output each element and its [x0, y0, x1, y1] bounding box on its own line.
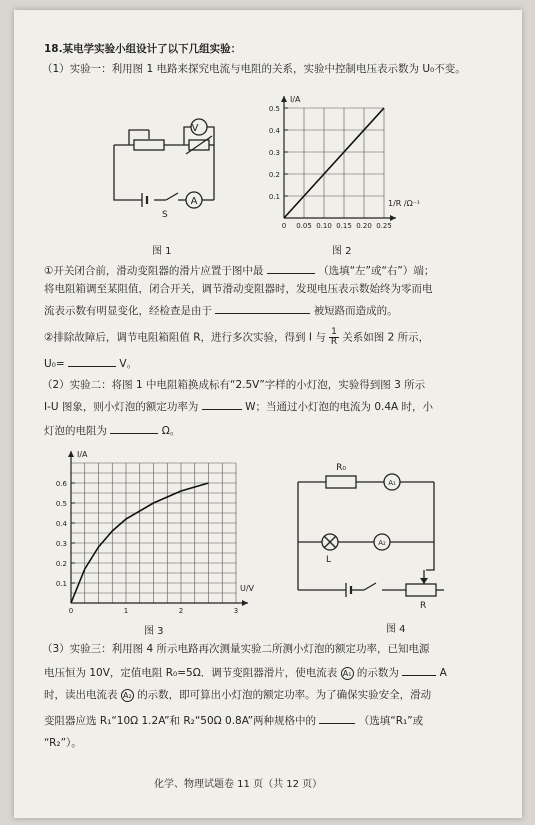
- answer-blank-short-circuit[interactable]: [215, 302, 310, 314]
- circuit-figure-4: [286, 450, 456, 615]
- y-axis-arrow: [281, 96, 287, 102]
- part3-text-d2: （选填“R₁”或: [358, 715, 424, 727]
- switch-label: S: [162, 210, 168, 220]
- exam-page: [14, 10, 522, 818]
- y-tick-label: 0.4: [268, 127, 280, 135]
- part2-line2: [44, 398, 433, 414]
- x-tick-label: 2: [178, 607, 184, 615]
- ammeter-a2-symbol: A₂: [121, 689, 134, 702]
- chart-figure-2: [254, 88, 444, 238]
- q1-text-b: （选填“左”或“右”）端；: [318, 265, 435, 277]
- x-tick-label: 0.20: [356, 222, 372, 230]
- x-axis-label: U/V: [240, 584, 255, 593]
- r0-label: R₀: [336, 463, 346, 473]
- q2-text-a: ②排除故障后，调节电阻箱阻值 R，进行多次实验，得到 I 与: [44, 331, 326, 344]
- x-tick-label: 0: [281, 222, 287, 230]
- a2-label: A₂: [378, 539, 386, 547]
- y-tick-label: 0.1: [268, 193, 280, 201]
- part2-line3: [44, 422, 180, 438]
- y-axis-arrow: [68, 451, 74, 457]
- y-tick-label: 0.4: [55, 520, 67, 528]
- y-axis-label: I/A: [290, 95, 301, 104]
- series-line: [284, 108, 384, 218]
- answer-blank-rheostat[interactable]: [319, 712, 355, 724]
- u0-line: [44, 355, 137, 371]
- fig1-caption: 图 1: [152, 246, 172, 257]
- fig2-caption: 图 2: [332, 246, 352, 257]
- y-tick-label: 0.1: [55, 580, 67, 588]
- part3-text-e: “R₂”）。: [44, 737, 82, 749]
- answer-blank-side[interactable]: [267, 262, 315, 274]
- q1-text-a: ①开关闭合前，滑动变阻器的滑片应置于图中最: [44, 265, 264, 277]
- lamp-label: L: [326, 555, 332, 565]
- x-tick-label: 0.15: [336, 222, 352, 230]
- y-tick-label: 0.5: [268, 105, 280, 113]
- x-tick-label: 3: [233, 607, 239, 615]
- q1-text-c: 将电阻箱调至某阻值，闭合开关，调节滑动变阻器时，发现电压表示数始终为零而电: [44, 283, 433, 295]
- part3-text-b1: 电压恒为 10V，定值电阻 R₀=5Ω．调节变阻器滑片，使电流表: [44, 667, 338, 679]
- fraction-denominator: R: [330, 337, 338, 347]
- fig4-caption: 图 4: [386, 624, 406, 635]
- x-tick-label: 0.05: [296, 222, 312, 230]
- part3-text-d1: 变阻器应选 R₁“10Ω 1.2A”和 R₂“50Ω 0.8A”两种规格中的: [44, 715, 317, 727]
- q2-text-b: 关系如图 2 所示，: [342, 331, 430, 344]
- part2-text-e: Ω。: [161, 425, 181, 437]
- x-tick-label: 0.10: [316, 222, 332, 230]
- a1-label: A₁: [388, 479, 396, 487]
- answer-blank-resistance[interactable]: [110, 422, 158, 434]
- x-tick-label: 0: [68, 607, 74, 615]
- part3-text-c2: 的示数，即可算出小灯泡的额定功率。为了确保实验安全，滑动: [137, 689, 432, 701]
- q1-line1: [44, 262, 434, 278]
- y-tick-label: 0.6: [55, 480, 67, 488]
- y-tick-label: 0.2: [268, 171, 280, 179]
- q2-line1: [44, 328, 429, 347]
- ammeter-label: A: [190, 196, 198, 207]
- fraction-one-over-r: [329, 328, 339, 347]
- part2-text-c: W；当通过小灯泡的电流为 0.4A 时，小: [245, 401, 434, 413]
- chart-figure-3: [39, 443, 284, 623]
- x-axis-arrow: [390, 215, 396, 221]
- x-axis-arrow: [242, 600, 248, 606]
- part2-text-a: （2）实验二：将图 1 中电阻箱换成标有“2.5V”字样的小灯泡，实验得到图 3 所示: [42, 379, 426, 391]
- chart-grid: [71, 463, 236, 603]
- part2-text-b: I-U 图象，则小灯泡的额定功率为: [44, 401, 199, 413]
- fraction-numerator: 1: [331, 327, 337, 337]
- part2-text-d: 灯泡的电阻为: [44, 425, 107, 437]
- rheostat-label: R: [420, 601, 427, 611]
- y-tick-label: 0.5: [55, 500, 67, 508]
- part3-text-b3: A: [439, 667, 447, 679]
- page-footer: 化学、物理试题卷 11 页（共 12 页）: [154, 779, 323, 790]
- y-tick-label: 0.3: [268, 149, 280, 157]
- q1-text-d: 流表示数有明显变化，经检查是由于: [44, 305, 212, 317]
- u0-label: U₀=: [44, 358, 65, 370]
- answer-blank-u0[interactable]: [68, 355, 116, 367]
- x-tick-label: 1: [123, 607, 129, 615]
- y-tick-label: 0.2: [55, 560, 67, 568]
- q1-line3: [44, 302, 398, 318]
- answer-blank-current[interactable]: [402, 664, 436, 676]
- x-axis-label: 1/R /Ω⁻¹: [388, 199, 421, 208]
- part3-text-b2: 的示数为: [356, 667, 399, 679]
- part1-intro: （1）实验一：利用图 1 电路来探究电流与电阻的关系，实验中控制电压表示数为 U₀不变。: [42, 63, 466, 75]
- circuit-figure-1: [94, 105, 244, 235]
- q1-text-e: 被短路而造成的。: [313, 305, 398, 317]
- part3-line2: [44, 664, 447, 680]
- voltmeter-label: V: [191, 123, 199, 134]
- part3-line4: [44, 712, 423, 728]
- u0-unit: V。: [119, 358, 138, 370]
- y-tick-label: 0.3: [55, 540, 67, 548]
- y-axis-label: I/A: [77, 450, 88, 459]
- answer-blank-power[interactable]: [202, 398, 242, 410]
- ammeter-a1-symbol: A₁: [341, 667, 354, 680]
- part3-line3: [44, 688, 431, 702]
- part3-text-a: （3）实验三：利用图 4 所示电路再次测量实验二所测小灯泡的额定功率，已知电源: [42, 643, 430, 655]
- part3-text-c1: 时，读出电流表: [44, 689, 118, 701]
- fig3-caption: 图 3: [144, 626, 164, 637]
- x-tick-label: 0.25: [376, 222, 392, 230]
- question-header: 18.某电学实验小组设计了以下几组实验：: [44, 43, 242, 55]
